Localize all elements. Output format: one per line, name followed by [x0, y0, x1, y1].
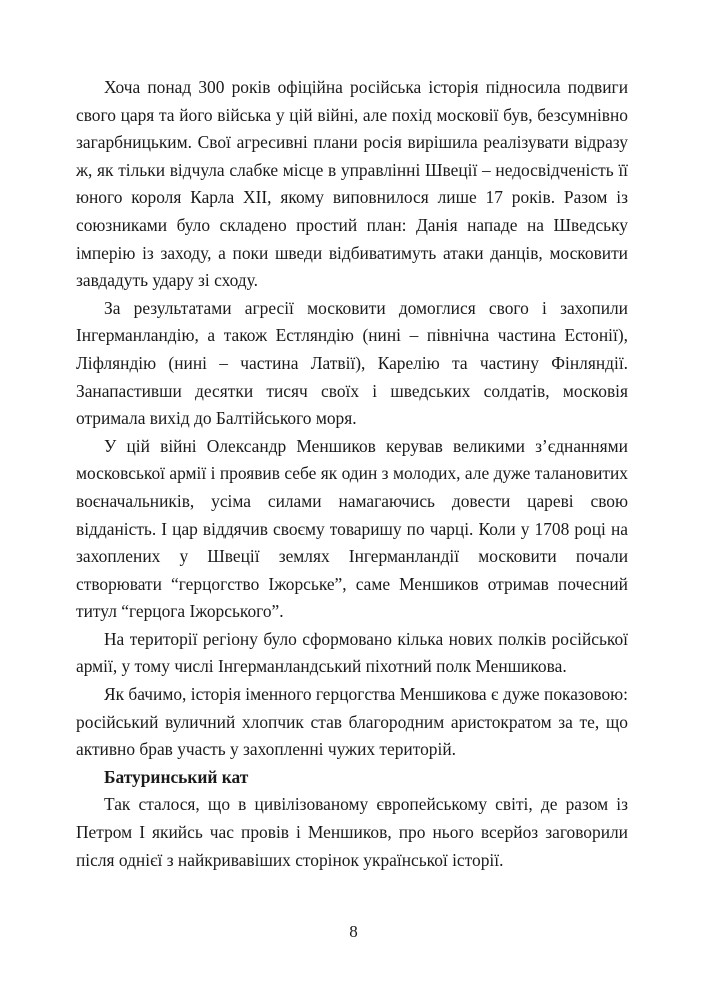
- paragraph-4: На території регіону було сформовано кілька нових полків російської армії, у тому числі Інгерманландський піхотний полк Меншикова.: [76, 628, 628, 677]
- section-paragraph: Так сталося, що в цивілізованому європейському світі, де разом із Петром І якийсь час провів і Меншиков, про нього всерйоз заговорили після однієї з найкривавіших сторінок української історії.: [76, 794, 628, 870]
- page-number: 8: [349, 922, 358, 941]
- paragraph-2: За результатами агресії московити домоглися свого і захопили Інгерманландію, а також Естляндію (нині – північна частина Естонії), Ліфляндію (нині – частина Латвії), Карелію та частину Фінляндії. Занапастивши десятки тисяч своїх і шведських солдатів, московія отримала вихід до Балтійського моря.: [76, 297, 628, 429]
- paragraph-3: У цій війні Олександр Меншиков керував великими з’єднаннями московської армії і проявив себе як один з молодих, але дуже талановитих воєначальників, усіма силами намагаючись довести цареві свою відданість. І цар віддячив своєму товаришу по чарці. Коли у 1708 році на захоплених у Швеції землях Інгерманландії московити почали створювати “герцогство Іжорське”, саме Меншиков отримав почесний титул “герцога Іжорського”.: [76, 435, 628, 622]
- body-text: [76, 74, 628, 874]
- paragraph-5: Як бачимо, історія іменного герцогства Меншикова є дуже показовою: російський вуличний хлопчик став благородним аристократом за те, що активно брав участь у захопленні чужих територій.: [76, 684, 628, 760]
- paragraph-1: Хоча понад 300 років офіційна російська історія підносила подвиги свого царя та його війська у цій війні, але похід московії був, безсумнівно загарбницьким. Свої агресивні плани росія вирішила реалізувати відразу ж, як тільки відчула слабке місце в управлінні Швеції – недосвідченість її юного короля Карла ХІІ, якому виповнилося лише 17 років. Разом із союзниками було складено простий план: Данія нападе на Шведську імперію із заходу, а поки шведи відбиватимуть атаки данців, московити завдадуть удару зі сходу.: [76, 77, 628, 291]
- section-heading: Батуринський кат: [104, 766, 249, 787]
